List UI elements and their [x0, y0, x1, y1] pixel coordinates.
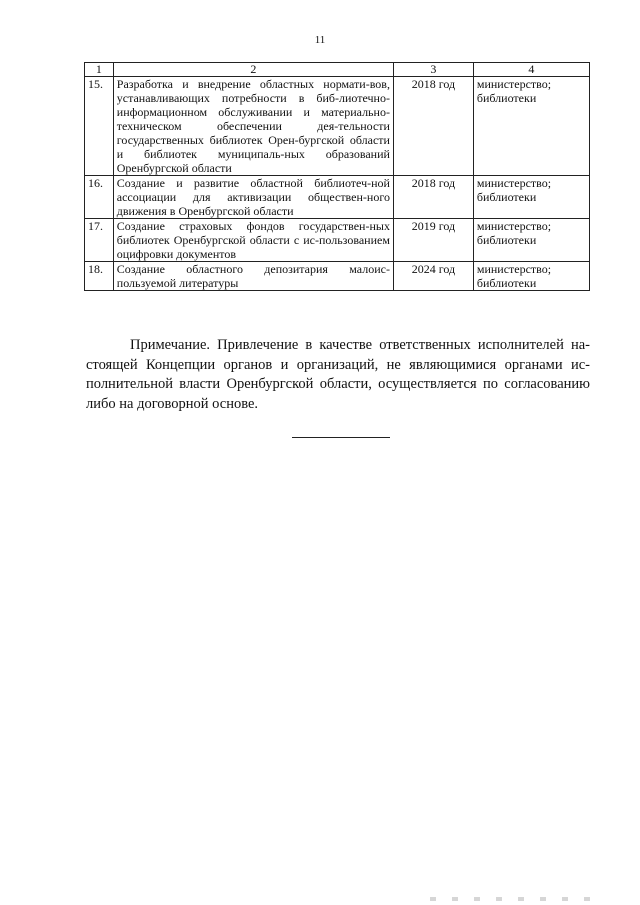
measures-table — [84, 62, 590, 291]
row-number: 15. — [85, 77, 114, 176]
row-measure: Создание страховых фондов государствен-ных библиотек Оренбургской области с ис-пользованием оцифровки документов — [113, 219, 393, 262]
row-measure: Разработка и внедрение областных нормати-вов, устанавливающих потребности в биб-лиотечно-информационном обслуживании и материально-техническом обеспечении дея-тельности государственных библиотек Орен-бургской области и библиотек муниципаль-ных образований Оренбургской области — [113, 77, 393, 176]
closing-rule — [292, 437, 390, 438]
row-executor: министерство; библиотеки — [473, 176, 589, 219]
page-number: 11 — [314, 34, 326, 46]
scan-artifact — [430, 897, 600, 901]
header-col-2: 2 — [113, 63, 393, 77]
note-paragraph: Примечание. Привлечение в качестве ответственных исполнителей на-стоящей Концепции органов и организаций, не являющимися органами ис-полнительной власти Оренбургской области, осуществляется по согласованию либо на договорной основе. — [86, 337, 590, 412]
row-number: 17. — [85, 219, 114, 262]
table-header-row — [85, 63, 590, 77]
header-col-1: 1 — [85, 63, 114, 77]
table-body — [85, 63, 590, 291]
row-year: 2024 год — [393, 262, 473, 291]
row-year: 2019 год — [393, 219, 473, 262]
row-executor: министерство; библиотеки — [473, 77, 589, 176]
row-measure: Создание и развитие областной библиотеч-ной ассоциации для активизации обществен-ного движения в Оренбургской области — [113, 176, 393, 219]
row-year: 2018 год — [393, 77, 473, 176]
row-executor: министерство; библиотеки — [473, 219, 589, 262]
table-row — [85, 176, 590, 219]
table-row — [85, 77, 590, 176]
table-row — [85, 219, 590, 262]
row-executor: министерство; библиотеки — [473, 262, 589, 291]
row-number: 16. — [85, 176, 114, 219]
table-row — [85, 262, 590, 291]
row-number: 18. — [85, 262, 114, 291]
header-col-3: 3 — [393, 63, 473, 77]
header-col-4: 4 — [473, 63, 589, 77]
row-measure: Создание областного депозитария малоис-пользуемой литературы — [113, 262, 393, 291]
row-year: 2018 год — [393, 176, 473, 219]
